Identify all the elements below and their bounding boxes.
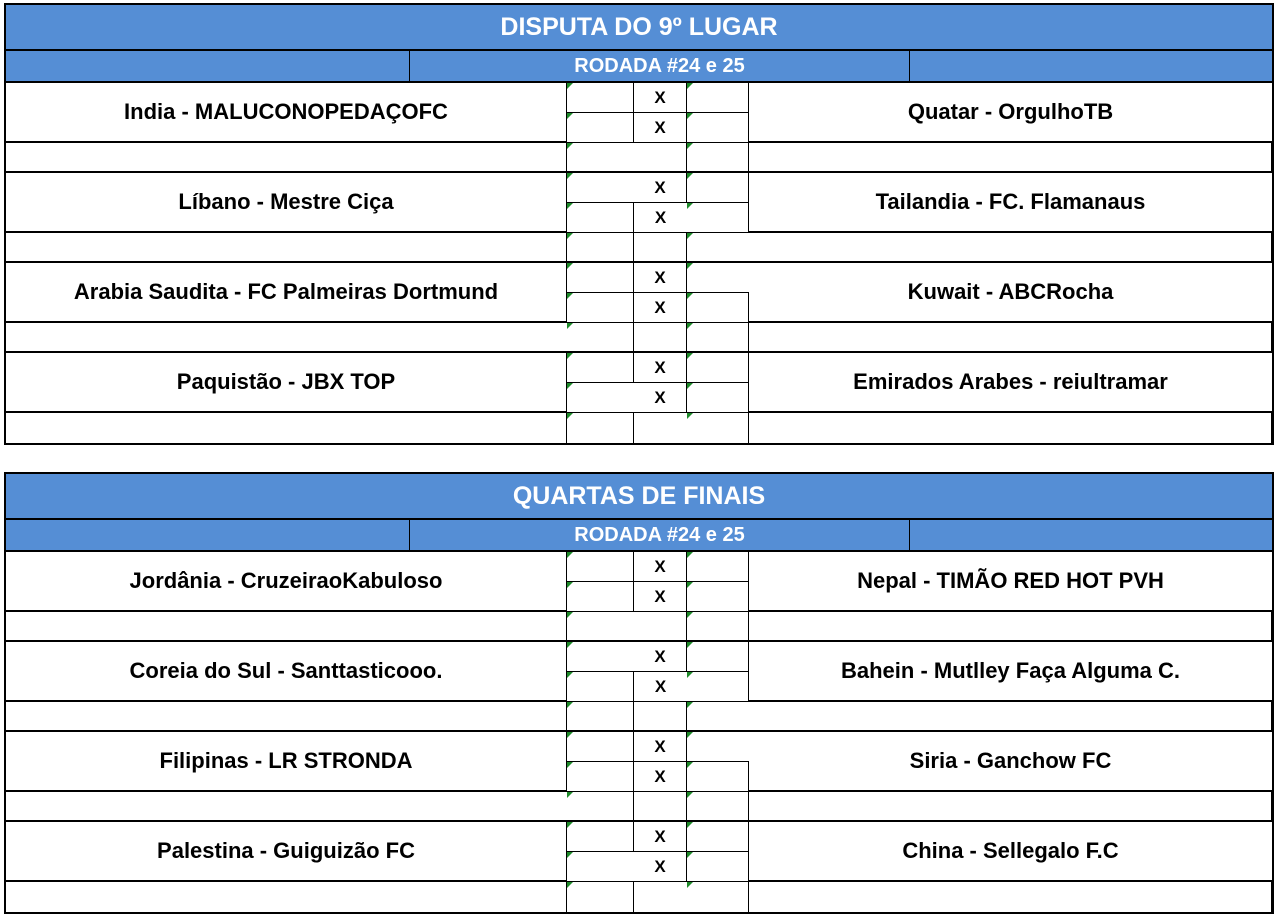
away-score-cell[interactable] [687,852,749,882]
away-score-cell[interactable] [687,293,749,323]
spacer-cell[interactable] [687,792,749,822]
versus-label: X [634,642,687,672]
home-team-cell[interactable]: Líbano - Mestre Ciça [6,173,567,233]
spacer-cell[interactable] [687,882,749,912]
home-score-cell[interactable] [567,203,634,233]
spacer-cell[interactable] [6,882,567,912]
home-score-cell[interactable] [567,83,634,113]
versus-label: X [634,113,687,143]
home-team-cell[interactable]: Jordânia - CruzeiraoKabuloso [6,552,567,612]
home-score-cell[interactable] [567,552,634,582]
home-score-cell[interactable] [567,383,634,413]
away-score-cell[interactable] [687,582,749,612]
spacer-cell[interactable] [6,702,567,732]
away-score-cell[interactable] [687,113,749,143]
spacer-cell[interactable] [567,413,634,443]
away-score-cell[interactable] [687,822,749,852]
spacer-cell[interactable] [6,143,567,173]
section-title: DISPUTA DO 9º LUGAR [6,5,1272,51]
spacer-cell[interactable] [687,612,749,642]
spacer-cell[interactable] [567,882,634,912]
spacer-cell[interactable] [749,702,1272,732]
home-score-cell[interactable] [567,173,634,203]
home-score-cell[interactable] [567,762,634,792]
round-header-right [910,520,1272,550]
away-team-cell[interactable]: Kuwait - ABCRocha [749,263,1272,323]
spacer-cell[interactable] [567,323,634,353]
spacer-cell[interactable] [687,702,749,732]
spacer-cell[interactable] [6,323,567,353]
away-team-cell[interactable]: Siria - Ganchow FC [749,732,1272,792]
away-score-cell[interactable] [687,173,749,203]
home-team-cell[interactable]: Palestina - Guiguizão FC [6,822,567,882]
versus-label: X [634,552,687,582]
section-quarterfinals [4,472,1274,914]
home-score-cell[interactable] [567,672,634,702]
away-score-cell[interactable] [687,672,749,702]
spacer-cell[interactable] [687,323,749,353]
spacer-cell[interactable] [749,792,1272,822]
spacer-cell[interactable] [567,702,634,732]
match-grid [6,83,1272,443]
versus-label: X [634,263,687,293]
spacer-cell[interactable] [6,413,567,443]
away-score-cell[interactable] [687,552,749,582]
away-score-cell[interactable] [687,83,749,113]
spacer-cell[interactable] [634,882,687,912]
spacer-cell[interactable] [634,143,687,173]
spacer-cell[interactable] [6,233,567,263]
versus-label: X [634,732,687,762]
spacer-cell[interactable] [749,882,1272,912]
spacer-cell[interactable] [6,792,567,822]
versus-label: X [634,353,687,383]
spacer-cell[interactable] [567,612,634,642]
home-score-cell[interactable] [567,293,634,323]
spacer-cell[interactable] [749,323,1272,353]
versus-label: X [634,822,687,852]
home-score-cell[interactable] [567,642,634,672]
away-score-cell[interactable] [687,732,749,762]
spacer-cell[interactable] [634,702,687,732]
round-label: RODADA #24 e 25 [410,520,910,550]
section-9th-place [4,3,1274,445]
spacer-cell[interactable] [749,143,1272,173]
versus-label: X [634,203,687,233]
home-team-cell[interactable]: Paquistão - JBX TOP [6,353,567,413]
spacer-cell[interactable] [749,413,1272,443]
home-team-cell[interactable]: India - MALUCONOPEDAÇOFC [6,83,567,143]
away-score-cell[interactable] [687,203,749,233]
away-score-cell[interactable] [687,263,749,293]
spacer-cell[interactable] [687,413,749,443]
versus-label: X [634,83,687,113]
away-team-cell[interactable]: Emirados Arabes - reiultramar [749,353,1272,413]
home-score-cell[interactable] [567,113,634,143]
away-team-cell[interactable]: Quatar - OrgulhoTB [749,83,1272,143]
spacer-cell[interactable] [634,413,687,443]
home-team-cell[interactable]: Filipinas - LR STRONDA [6,732,567,792]
home-team-cell[interactable]: Arabia Saudita - FC Palmeiras Dortmund [6,263,567,323]
versus-label: X [634,293,687,323]
spacer-cell[interactable] [687,233,749,263]
home-team-cell[interactable]: Coreia do Sul - Santtasticooo. [6,642,567,702]
versus-label: X [634,762,687,792]
away-score-cell[interactable] [687,353,749,383]
away-score-cell[interactable] [687,383,749,413]
round-header-left [6,51,410,81]
spacer-cell[interactable] [634,612,687,642]
versus-label: X [634,852,687,882]
away-score-cell[interactable] [687,642,749,672]
away-team-cell[interactable]: Nepal - TIMÃO RED HOT PVH [749,552,1272,612]
spacer-cell[interactable] [634,233,687,263]
round-label: RODADA #24 e 25 [410,51,910,81]
versus-label: X [634,173,687,203]
home-score-cell[interactable] [567,852,634,882]
spacer-cell[interactable] [567,792,634,822]
home-score-cell[interactable] [567,263,634,293]
round-header-right [910,51,1272,81]
spacer-cell[interactable] [634,792,687,822]
home-score-cell[interactable] [567,822,634,852]
spacer-cell[interactable] [687,143,749,173]
versus-label: X [634,582,687,612]
round-header-left [6,520,410,550]
spacer-cell[interactable] [6,612,567,642]
versus-label: X [634,672,687,702]
round-header [6,51,1272,83]
section-title: QUARTAS DE FINAIS [6,474,1272,520]
spacer-cell[interactable] [749,233,1272,263]
away-score-cell[interactable] [687,762,749,792]
home-score-cell[interactable] [567,732,634,762]
home-score-cell[interactable] [567,353,634,383]
spacer-cell[interactable] [567,233,634,263]
match-grid [6,552,1272,912]
spacer-cell[interactable] [749,612,1272,642]
away-team-cell[interactable]: Bahein - Mutlley Faça Alguma C. [749,642,1272,702]
round-header [6,520,1272,552]
away-team-cell[interactable]: China - Sellegalo F.C [749,822,1272,882]
away-team-cell[interactable]: Tailandia - FC. Flamanaus [749,173,1272,233]
spacer-cell[interactable] [634,323,687,353]
versus-label: X [634,383,687,413]
spacer-cell[interactable] [567,143,634,173]
home-score-cell[interactable] [567,582,634,612]
